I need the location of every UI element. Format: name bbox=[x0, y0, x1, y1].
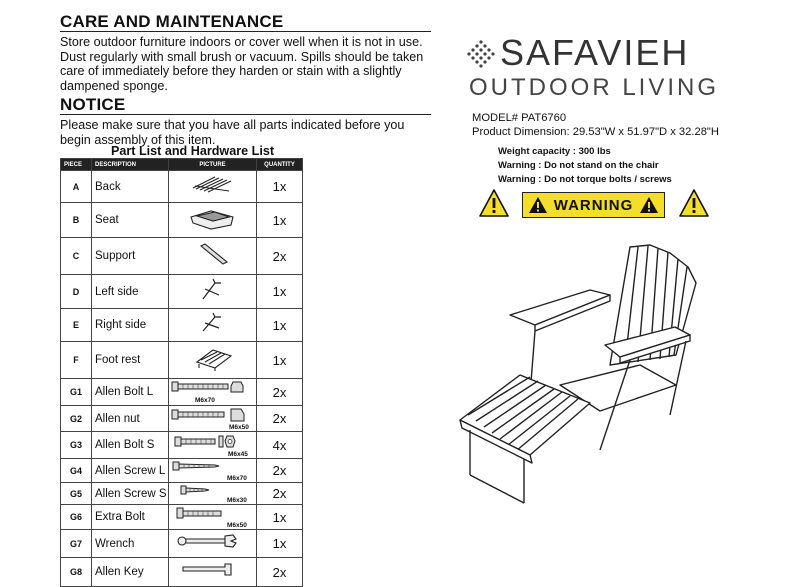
allen-screw-s-picture bbox=[169, 483, 257, 505]
long-screw-icon bbox=[169, 459, 257, 473]
part-description: Allen Bolt S bbox=[92, 432, 169, 459]
bolt-size-label: M6x50 bbox=[227, 522, 247, 529]
brand-name: SAFAVIEH bbox=[500, 32, 690, 73]
piece-id: C bbox=[61, 238, 92, 275]
parts-table-title: Part List and Hardware List bbox=[110, 144, 275, 158]
brand-tagline: OUTDOOR LIVING bbox=[469, 74, 720, 101]
table-row bbox=[61, 171, 303, 203]
part-quantity: 2x bbox=[257, 483, 303, 505]
piece-id: G1 bbox=[61, 379, 92, 406]
part-quantity: 4x bbox=[257, 432, 303, 459]
piece-id: G4 bbox=[61, 459, 92, 483]
allen-bolt-s-picture bbox=[169, 432, 257, 459]
nut-size-label: M6x50 bbox=[229, 424, 249, 431]
support-beam-icon bbox=[169, 238, 257, 269]
long-bolt-icon bbox=[169, 379, 257, 395]
part-description: Extra Bolt bbox=[92, 505, 169, 530]
piece-id: G6 bbox=[61, 505, 92, 530]
screw-size-label: M6x70 bbox=[227, 475, 247, 482]
table-row bbox=[61, 238, 303, 275]
allen-bolt-l-picture bbox=[169, 379, 257, 406]
part-description: Back bbox=[92, 171, 169, 203]
part-description: Allen Screw S bbox=[92, 483, 169, 505]
table-row bbox=[61, 505, 303, 530]
allen-key-picture bbox=[169, 558, 257, 587]
table-row bbox=[61, 342, 303, 379]
warning-torque: Warning : Do not torque bolts / screws bbox=[498, 174, 672, 185]
care-title: CARE AND MAINTENANCE bbox=[60, 12, 284, 31]
back-picture bbox=[169, 171, 257, 203]
part-quantity: 1x bbox=[257, 342, 303, 379]
wrench-icon bbox=[169, 530, 257, 552]
part-description: Allen Key bbox=[92, 558, 169, 587]
table-row bbox=[61, 558, 303, 587]
bolt-size-label: M6x70 bbox=[195, 397, 215, 404]
warning-banner-text: WARNING bbox=[553, 196, 634, 214]
parts-header-row bbox=[61, 159, 303, 171]
wrench-picture bbox=[169, 530, 257, 558]
part-description: Foot rest bbox=[92, 342, 169, 379]
support-picture bbox=[169, 238, 257, 275]
barrel-nut-icon bbox=[169, 406, 257, 424]
part-quantity: 2x bbox=[257, 406, 303, 432]
table-row bbox=[61, 203, 303, 238]
part-quantity: 2x bbox=[257, 459, 303, 483]
model-number: MODEL# PAT6760 bbox=[472, 112, 567, 124]
foot-rest-icon bbox=[169, 342, 257, 373]
piece-id: G8 bbox=[61, 558, 92, 587]
care-line: Dust regularly with small brush or vacuum. Spills should be taken bbox=[60, 49, 424, 64]
seat-picture bbox=[169, 203, 257, 238]
table-row bbox=[61, 379, 303, 406]
care-line: care of immediately before they harden or stain with a slightly bbox=[60, 64, 402, 78]
header-piece: PIECE bbox=[61, 159, 92, 171]
screw-size-label: M6x30 bbox=[227, 497, 247, 504]
product-dimension: Product Dimension: 29.53"W x 51.97"D x 32.28"H bbox=[472, 126, 719, 138]
part-quantity: 1x bbox=[257, 203, 303, 238]
table-row bbox=[61, 530, 303, 558]
left-side-frame-icon bbox=[169, 275, 257, 303]
right-side-frame-icon bbox=[169, 309, 257, 336]
table-row bbox=[61, 275, 303, 309]
part-quantity: 1x bbox=[257, 530, 303, 558]
warning-stand: Warning : Do not stand on the chair bbox=[498, 160, 659, 171]
piece-id: A bbox=[61, 171, 92, 203]
short-screw-icon bbox=[169, 483, 257, 497]
piece-id: G5 bbox=[61, 483, 92, 505]
part-description: Seat bbox=[92, 203, 169, 238]
part-quantity: 2x bbox=[257, 558, 303, 587]
part-description: Allen Screw L bbox=[92, 459, 169, 483]
allen-key-icon bbox=[169, 558, 257, 581]
warning-banner-triangle-icon bbox=[528, 196, 548, 214]
safavieh-diamond-logo-icon bbox=[466, 40, 496, 70]
piece-id: G7 bbox=[61, 530, 92, 558]
warning-triangle-right-icon bbox=[678, 188, 710, 218]
notice-title: NOTICE bbox=[60, 95, 126, 114]
foot-rest-picture bbox=[169, 342, 257, 379]
piece-id: G3 bbox=[61, 432, 92, 459]
bolt-size-label: M6x45 bbox=[228, 451, 248, 458]
allen-nut-picture bbox=[169, 406, 257, 432]
part-quantity: 1x bbox=[257, 275, 303, 309]
part-description: Right side bbox=[92, 309, 169, 342]
header-quantity: QUANTITY bbox=[257, 159, 303, 171]
part-description: Wrench bbox=[92, 530, 169, 558]
warning-banner-triangle-icon bbox=[639, 196, 659, 214]
warning-banner bbox=[522, 192, 665, 218]
adirondack-chair-illustration bbox=[440, 235, 720, 555]
part-description: Allen nut bbox=[92, 406, 169, 432]
notice-line: begin assembly of this item. bbox=[60, 132, 216, 147]
part-quantity: 1x bbox=[257, 505, 303, 530]
seat-panel-icon bbox=[169, 203, 257, 232]
table-row bbox=[61, 459, 303, 483]
table-row bbox=[61, 309, 303, 342]
part-quantity: 2x bbox=[257, 379, 303, 406]
parts-table bbox=[60, 158, 303, 587]
right-side-picture bbox=[169, 309, 257, 342]
piece-id: F bbox=[61, 342, 92, 379]
extra-bolt-picture bbox=[169, 505, 257, 530]
table-row bbox=[61, 483, 303, 505]
part-quantity: 1x bbox=[257, 171, 303, 203]
piece-id: E bbox=[61, 309, 92, 342]
weight-capacity: Weight capacity : 300 lbs bbox=[498, 146, 611, 157]
left-side-picture bbox=[169, 275, 257, 309]
piece-id: D bbox=[61, 275, 92, 309]
header-description: DESCRIPTION bbox=[92, 159, 169, 171]
part-description: Allen Bolt L bbox=[92, 379, 169, 406]
care-line: dampened sponge. bbox=[60, 78, 168, 93]
part-quantity: 1x bbox=[257, 309, 303, 342]
care-line: Store outdoor furniture indoors or cover well when it is not in use. bbox=[60, 35, 423, 49]
care-text bbox=[60, 35, 440, 93]
table-row bbox=[61, 432, 303, 459]
piece-id: G2 bbox=[61, 406, 92, 432]
header-picture: PICTURE bbox=[169, 159, 257, 171]
short-bolt-icon bbox=[169, 432, 257, 450]
part-description: Left side bbox=[92, 275, 169, 309]
piece-id: B bbox=[61, 203, 92, 238]
notice-text bbox=[60, 118, 440, 147]
part-quantity: 2x bbox=[257, 238, 303, 275]
allen-screw-l-picture bbox=[169, 459, 257, 483]
care-title-rule bbox=[60, 31, 431, 32]
notice-line: Please make sure that you have all parts indicated before you bbox=[60, 118, 405, 132]
part-description: Support bbox=[92, 238, 169, 275]
back-panel-icon bbox=[169, 171, 257, 197]
extra-bolt-icon bbox=[169, 505, 257, 521]
warning-triangle-left-icon bbox=[478, 188, 510, 218]
notice-title-rule bbox=[60, 114, 431, 115]
table-row bbox=[61, 406, 303, 432]
